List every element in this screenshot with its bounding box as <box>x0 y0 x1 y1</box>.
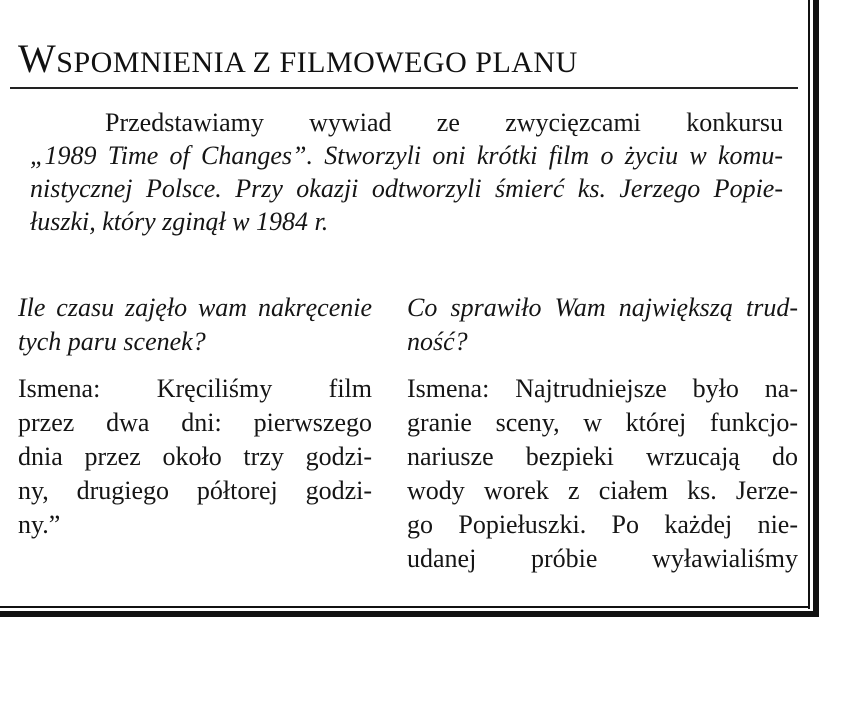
answer-line: wody worek z ciałem ks. Jerze- <box>407 476 798 505</box>
answer-line: Ismena: Najtrudniejsze było na- <box>407 374 798 403</box>
answer-line: dnia przez około trzy godzi- <box>18 442 372 471</box>
question-line: Co sprawiło Wam największą trud- <box>407 293 798 322</box>
left-column-answer <box>18 372 372 542</box>
answer-line: granie sceny, w której funkcjo- <box>407 408 798 437</box>
answer-line: ny, drugiego półtorej godzi- <box>18 476 372 505</box>
title-rule <box>10 87 798 89</box>
right-column-answer <box>407 372 798 576</box>
intro-paragraph <box>30 106 783 238</box>
left-column-question <box>18 291 372 359</box>
answer-line: Ismena: Kręciliśmy film <box>18 374 372 403</box>
answer-line: udanej próbie wyławialiśmy <box>407 544 798 573</box>
page-frame-right-inner <box>808 0 810 609</box>
question-line: tych paru scenek? <box>18 327 206 356</box>
intro-line: Przedstawiamy wywiad ze zwycięzcami konkursu <box>105 108 783 137</box>
intro-line: „1989 Time of Changes”. Stworzyli oni krótki film o życiu w komu- <box>30 141 783 170</box>
intro-line: łuszki, który zginął w 1984 r. <box>30 207 329 236</box>
page-frame-bottom-inner <box>0 606 810 608</box>
right-column-question <box>407 291 798 359</box>
answer-line: nariusze bezpieki wrzucają do <box>407 442 798 471</box>
question-line: Ile czasu zajęło wam nakręcenie <box>18 293 372 322</box>
question-line: ność? <box>407 327 468 356</box>
intro-line: nistycznej Polsce. Przy okazji odtworzyli śmierć ks. Jerzego Popie- <box>30 174 783 203</box>
answer-line: go Popiełuszki. Po każdej nie- <box>407 510 798 539</box>
page-frame-bottom-outer <box>0 611 819 617</box>
answer-line: ny.” <box>18 510 61 539</box>
page-frame-right-outer <box>813 0 819 617</box>
answer-line: przez dwa dni: pierwszego <box>18 408 372 437</box>
article-title: WSPOMNIENIA Z FILMOWEGO PLANU <box>18 36 578 81</box>
